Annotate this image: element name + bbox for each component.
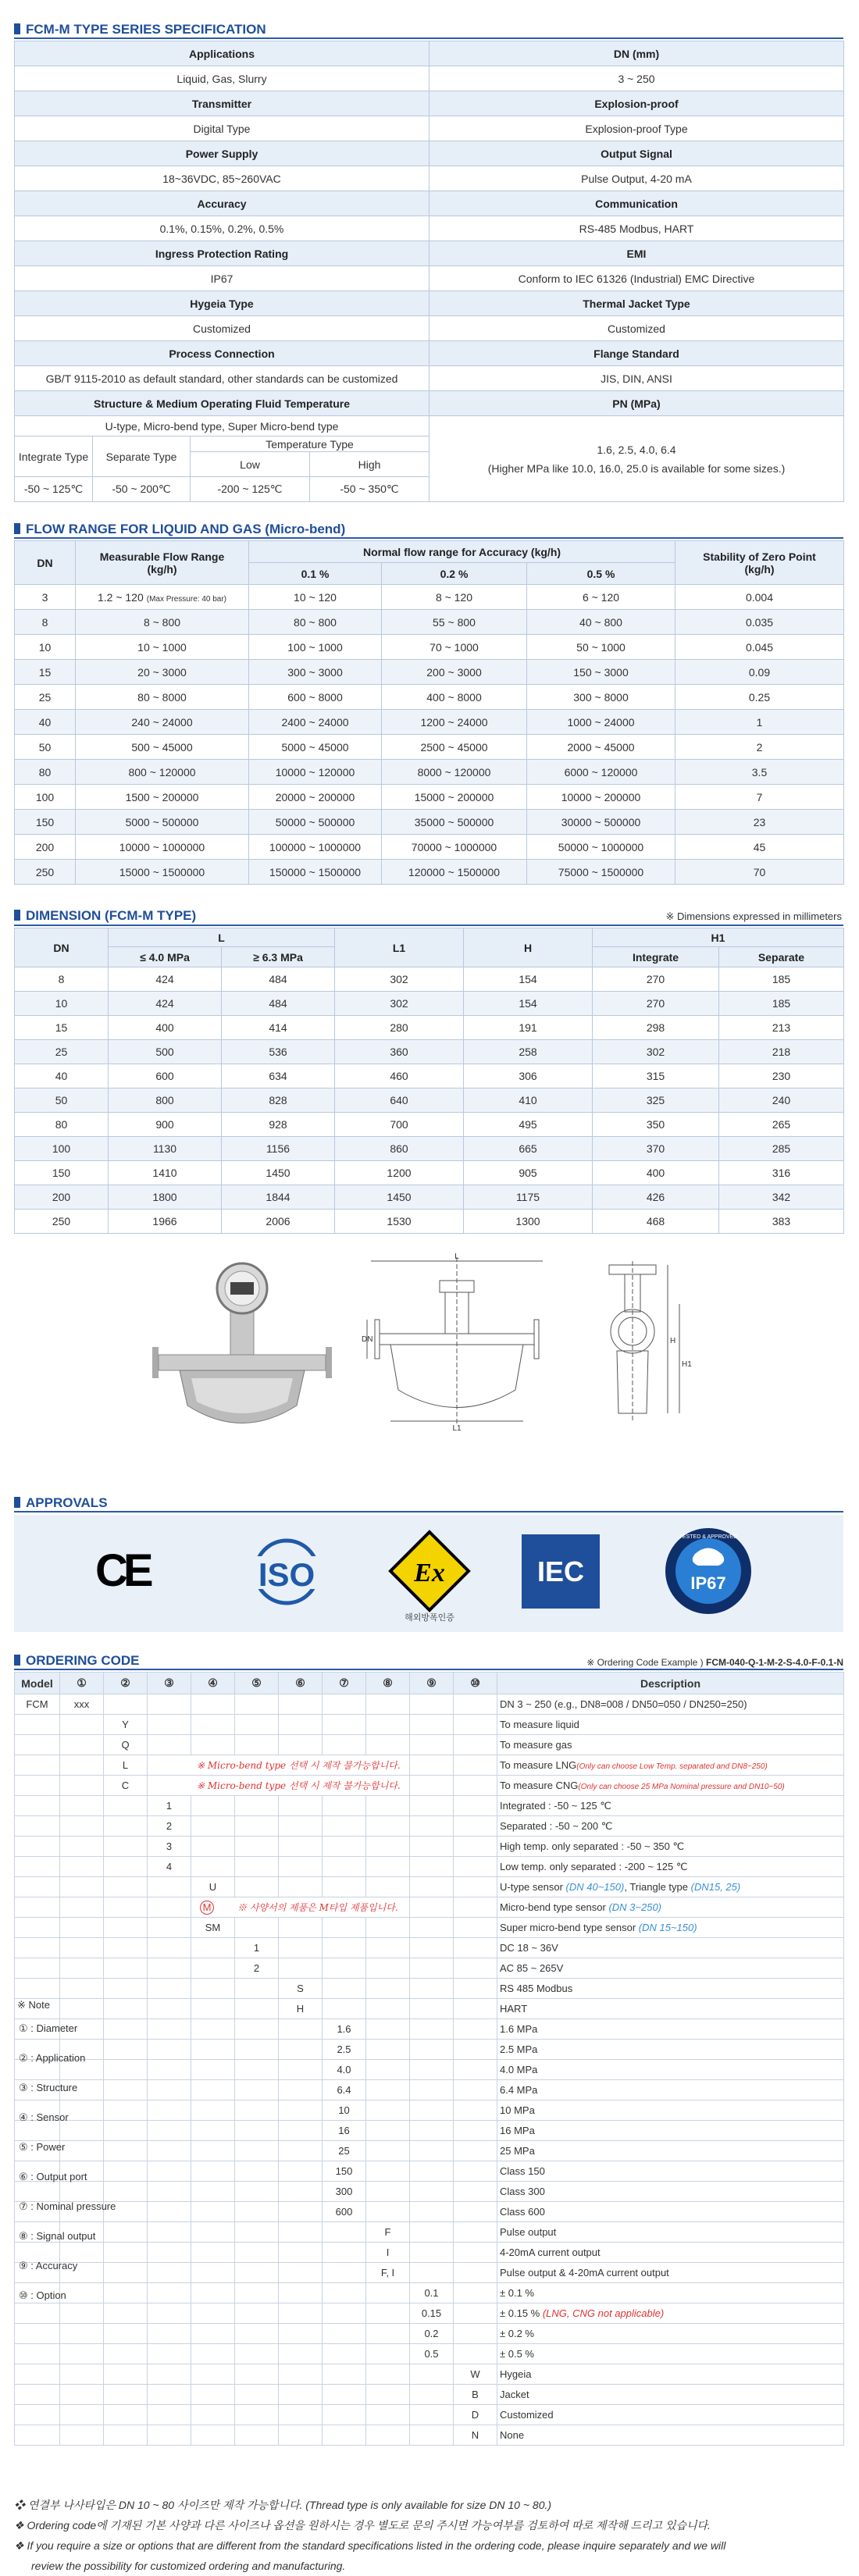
ordering-row: F Pulse output [15, 2222, 844, 2243]
dim-row: 250 1966 2006 1530 1300 468 383 [15, 1210, 844, 1234]
ordering-table: Model ① ② ③ ④ ⑤ ⑥ ⑦ ⑧ ⑨ ⑩ Description FCM xxx DN 3 ~ 250 (e.g., DN8=008 / DN50=050 / DN250=250) Y To measure liquid Q To measure gas L ※ Micro-bend type 선택 시 제작 불가능합니다. To measure LNG(Only can choose Low Temp. separated and DN8~250) C ※ Micro-bend type 선택 시 제작 불가능합니다. To measure CNG(Only can choose 25 MPa Nominal pressure and DN10~50) 1 Integrated : -50 ~ 125 ℃ 2 Separated : -50 ~ 200 ℃ 3 High temp. only separated : -50 ~ 350 ℃ 4 Low temp. only separated : -200 ~ 125 ℃ U U-type sensor (DN 40~150), Triangle type (DN15, 25) M ※ 사양서의 제품은 M타입 제품입니다. Micro-bend type sensor (DN 3~250) SM Super micro-bend type sensor (DN 15~150) 1 DC 18 ~ 36V 2 AC 85 ~ 265V S RS 485 Modbus H HART 1.6 1.6 MPa 2.5 2.5 MPa 4.0 4.0 MPa 6.4 6.4 MPa 10 10 MPa 16 16 MPa 25 25 MPa 150 Class 150 300 Class 300 600 Class 600 F Pulse output I 4-20mA current output F, I Pulse output & 4-20mA current output 0.1 ± 0.1 % 0.15 ± 0.15 % (LNG, CNG not applicable) 0.2 ± 0.2 % 0.5 ± 0.5 % W Hygeia B Jacket D Customized N None [14, 1672, 844, 2446]
ordering-row: I 4-20mA current output [15, 2243, 844, 2263]
legend-item: ③ : Structure [19, 2082, 78, 2093]
dim-row: 150 1410 1450 1200 905 400 316 [15, 1161, 844, 1185]
iec-logo [522, 1534, 600, 1609]
front-drawing [355, 1249, 574, 1433]
ordering-row: 1 DC 18 ~ 36V [15, 1938, 844, 1958]
drawing-label-dn: DN [362, 1335, 373, 1344]
ordering-row: H HART [15, 1999, 844, 2019]
ordering-row: 0.2 ± 0.2 % [15, 2324, 844, 2344]
legend-item: ④ : Sensor [19, 2111, 69, 2123]
legend-item: ⑦ : Nominal pressure [19, 2200, 116, 2212]
ordering-row: W Hygeia [15, 2364, 844, 2385]
legend-item: ⑥ : Output port [19, 2171, 87, 2182]
meter-photo [148, 1253, 336, 1437]
flow-row: 50 500 ~ 45000 5000 ~ 45000 2500 ~ 45000 2000 ~ 45000 2 [15, 735, 844, 760]
flow-row: 15 20 ~ 3000 300 ~ 3000 200 ~ 3000 150 ~ 3000 0.09 [15, 660, 844, 685]
flow-row: 25 80 ~ 8000 600 ~ 8000 400 ~ 8000 300 ~ 8000 0.25 [15, 685, 844, 710]
dim-title: DIMENSION (FCM-M TYPE) [14, 908, 196, 924]
dim-unit-note: ※ Dimensions expressed in millimeters [665, 910, 842, 922]
ordering-row: Y To measure liquid [15, 1715, 844, 1735]
drawing-label-h1: H1 [682, 1360, 692, 1369]
svg-text:Ex: Ex [414, 1559, 445, 1587]
dim-row: 8 424 484 302 154 270 185 [15, 967, 844, 992]
ordering-row: 0.15 ± 0.15 % (LNG, CNG not applicable) [15, 2303, 844, 2324]
dim-row: 10 424 484 302 154 270 185 [15, 992, 844, 1016]
ordering-row: 600 Class 600 [15, 2202, 844, 2222]
ce-logo: CE [95, 1545, 149, 1596]
drawing-label-l1: L1 [452, 1424, 462, 1433]
ordering-row: 4 Low temp. only separated : -200 ~ 125 ℃ [15, 1857, 844, 1877]
svg-text:해외방폭인증: 해외방폭인증 [405, 1612, 454, 1622]
svg-text:TESTED & APPROVED: TESTED & APPROVED [679, 1534, 738, 1540]
ordering-row: 6.4 6.4 MPa [15, 2080, 844, 2100]
dim-row: 200 1800 1844 1450 1175 426 342 [15, 1185, 844, 1210]
ordering-row: M ※ 사양서의 제품은 M타입 제품입니다. Micro-bend type sensor (DN 3~250) [15, 1897, 844, 1918]
ordering-row: 3 High temp. only separated : -50 ~ 350 ℃ [15, 1837, 844, 1857]
flow-row: 8 8 ~ 800 80 ~ 800 55 ~ 800 40 ~ 800 0.035 [15, 610, 844, 635]
legend-title: ※ Note [17, 1999, 50, 2011]
ordering-row: 300 Class 300 [15, 2182, 844, 2202]
ordering-row: L ※ Micro-bend type 선택 시 제작 불가능합니다. To measure LNG(Only can choose Low Temp. separated and DN8~250) [15, 1755, 844, 1776]
drawing-label-h: H [670, 1337, 676, 1345]
legend-item: ② : Application [19, 2052, 86, 2064]
dim-row: 40 600 634 460 306 315 230 [15, 1064, 844, 1088]
ordering-row: S RS 485 Modbus [15, 1979, 844, 1999]
legend-item: ① : Diameter [19, 2022, 78, 2034]
flow-row: 250 15000 ~ 1500000 150000 ~ 1500000 120000 ~ 1500000 75000 ~ 1500000 70 [15, 860, 844, 885]
dim-row: 15 400 414 280 191 298 213 [15, 1016, 844, 1040]
ordering-row: C ※ Micro-bend type 선택 시 제작 불가능합니다. To measure CNG(Only can choose 25 MPa Nominal pressure and DN10~50) [15, 1776, 844, 1796]
ordering-row: N None [15, 2425, 844, 2446]
ordering-row: 25 25 MPa [15, 2141, 844, 2161]
ordering-row: 0.1 ± 0.1 % [15, 2283, 844, 2303]
ordering-row: F, I Pulse output & 4-20mA current output [15, 2263, 844, 2283]
ordering-row: Q To measure gas [15, 1735, 844, 1755]
legend-item: ⑧ : Signal output [19, 2230, 96, 2242]
spec-structure-table: U-type, Micro-bend type, Super Micro-bend type 1.6, 2.5, 4.0, 6.4 (Higher MPa like 10.0, 16.0, 25.0 is available for some sizes.) Integrate Type Separate Type Temperature Type Low High -50 ~ 125℃ -50 ~ 200℃ -200 ~ 125℃ -50 ~ 350℃ [14, 415, 844, 502]
ordering-example: ※ Ordering Code Example ) FCM-040-Q-1-M-2-S-4.0-F-0.1-N [586, 1657, 843, 1668]
dim-row: 25 500 536 360 258 302 218 [15, 1040, 844, 1064]
ordering-row: 2 Separated : -50 ~ 200 ℃ [15, 1816, 844, 1837]
ip67-logo [664, 1527, 754, 1616]
dim-table: DN L L1 H H1 ≤ 4.0 MPa ≥ 6.3 MPa Integrate Separate 8 424 484 302 154 270 185 10 424 484 302 154 270 185 15 400 414 280 191 298 213 25 500 536 360 258 302 218 40 600 634 460 306 315 230 50 800 828 640 410 325 240 80 900 928 700 495 350 265 100 1130 1156 860 665 370 285 150 1410 1450 1200 905 400 316 200 1800 1844 1450 1175 426 342 250 1966 2006 1530 1300 468 383 [14, 928, 844, 1234]
spec-title: FCM-M TYPE SERIES SPECIFICATION [14, 22, 266, 37]
flow-row: 100 1500 ~ 200000 20000 ~ 200000 15000 ~ 200000 10000 ~ 200000 7 [15, 785, 844, 810]
flow-row: 40 240 ~ 24000 2400 ~ 24000 1200 ~ 24000 1000 ~ 24000 1 [15, 710, 844, 735]
svg-text:ISO: ISO [258, 1556, 315, 1593]
side-drawing [593, 1257, 695, 1429]
iso-logo [244, 1534, 330, 1609]
legend-item: ⑤ : Power [19, 2141, 66, 2153]
ordering-row: 2 AC 85 ~ 265V [15, 1958, 844, 1979]
ordering-row: 4.0 4.0 MPa [15, 2060, 844, 2080]
ex-logo [387, 1528, 472, 1622]
flow-row: 150 5000 ~ 500000 50000 ~ 500000 35000 ~ 500000 30000 ~ 500000 23 [15, 810, 844, 835]
spec-table: Applications DN (mm) Liquid, Gas, Slurry 3 ~ 250 Transmitter Explosion-proof Digital Type Explosion-proof Type Power Supply Output Signal 18~36VDC, 85~260VAC Pulse Output, 4-20 mA Accuracy Communication 0.1%, 0.15%, 0.2%, 0.5% RS-485 Modbus, HART Ingress Protection Rating EMI IP67 Conform to IEC 61326 (Industrial) EMC Directive Hygeia Type Thermal Jacket Type Customized Customized Process Connection Flange Standard GB/T 9115-2010 as default standard, other standards can be customized JIS, DIN, ANSI Structure & Medium Operating Fluid Temperature PN (MPa) [14, 41, 844, 416]
ordering-row: SM Super micro-bend type sensor (DN 15~150) [15, 1918, 844, 1938]
ordering-row: 1.6 1.6 MPa [15, 2019, 844, 2040]
flow-row: 80 800 ~ 120000 10000 ~ 120000 8000 ~ 120000 6000 ~ 120000 3.5 [15, 760, 844, 785]
ordering-row: 2.5 2.5 MPa [15, 2040, 844, 2060]
ordering-row: D Customized [15, 2405, 844, 2425]
ordering-row: B Jacket [15, 2385, 844, 2405]
ordering-row: FCM xxx DN 3 ~ 250 (e.g., DN8=008 / DN50=050 / DN250=250) [15, 1694, 844, 1715]
svg-text:IEC: IEC [536, 1555, 585, 1587]
dim-row: 50 800 828 640 410 325 240 [15, 1088, 844, 1113]
dim-row: 100 1130 1156 860 665 370 285 [15, 1137, 844, 1161]
ordering-row: 0.5 ± 0.5 % [15, 2344, 844, 2364]
flow-title: FLOW RANGE FOR LIQUID AND GAS (Micro-bend) [14, 522, 345, 537]
ordering-row: 1 Integrated : -50 ~ 125 ℃ [15, 1796, 844, 1816]
drawing-label-l: L [454, 1252, 459, 1261]
notes: ❖ 연결부 나사타입은 DN 10 ~ 80 사이즈만 제작 가능합니다. (Thread type is only available for size DN 10 ~ 80.) ❖ Ordering code에 기재된 기본 사양과 다른 사이즈나 옵션을 원하시는 경우 별도로 문의 주시면 가능여부를 검토하여 따로 제작해 드리고 있습니다. ❖ If you require a size or options that are different from the standard specifications listed in the ordering code, please inquire separately and we will review the possibility for customized ordering and manufacturing. [14, 2499, 726, 2572]
flow-table: DN Measurable Flow Range (kg/h) Normal flow range for Accuracy (kg/h) Stability of Zero Point (kg/h) 0.1 % 0.2 % 0.5 % 3 1.2 ~ 120 (Max Pressure: 40 bar) 10 ~ 120 8 ~ 120 6 ~ 120 0.004 8 8 ~ 800 80 ~ 800 55 ~ 800 40 ~ 800 0.035 10 10 ~ 1000 100 ~ 1000 70 ~ 1000 50 ~ 1000 0.045 15 20 ~ 3000 300 ~ 3000 200 ~ 3000 150 ~ 3000 0.09 25 80 ~ 8000 600 ~ 8000 400 ~ 8000 300 ~ 8000 0.25 40 240 ~ 24000 2400 ~ 24000 1200 ~ 24000 1000 ~ 24000 1 50 500 ~ 45000 5000 ~ 45000 2500 ~ 45000 2000 ~ 45000 2 80 800 ~ 120000 10000 ~ 120000 8000 ~ 120000 6000 ~ 120000 3.5 100 1500 ~ 200000 20000 ~ 200000 15000 ~ 200000 10000 ~ 200000 7 150 5000 ~ 500000 50000 ~ 500000 35000 ~ 500000 30000 ~ 500000 23 200 10000 ~ 1000000 100000 ~ 1000000 70000 ~ 1000000 50000 ~ 1000000 45 250 15000 ~ 1500000 150000 ~ 1500000 120000 ~ 1500000 75000 ~ 1500000 70 [14, 540, 844, 885]
ordering-row: 16 16 MPa [15, 2121, 844, 2141]
approvals-title: APPROVALS [14, 1495, 108, 1511]
legend-item: ⑨ : Accuracy [19, 2260, 78, 2271]
flow-row: 200 10000 ~ 1000000 100000 ~ 1000000 70000 ~ 1000000 50000 ~ 1000000 45 [15, 835, 844, 860]
flow-row: 3 1.2 ~ 120 (Max Pressure: 40 bar) 10 ~ 120 8 ~ 120 6 ~ 120 0.004 [15, 585, 844, 610]
ordering-row: 150 Class 150 [15, 2161, 844, 2182]
dim-row: 80 900 928 700 495 350 265 [15, 1113, 844, 1137]
ordering-row: 10 10 MPa [15, 2100, 844, 2121]
ordering-title: ORDERING CODE [14, 1653, 139, 1669]
ordering-row: U U-type sensor (DN 40~150), Triangle type (DN15, 25) [15, 1877, 844, 1897]
svg-text:IP67: IP67 [690, 1573, 726, 1593]
flow-row: 10 10 ~ 1000 100 ~ 1000 70 ~ 1000 50 ~ 1000 0.045 [15, 635, 844, 660]
legend-item: ⑩ : Option [19, 2289, 66, 2301]
